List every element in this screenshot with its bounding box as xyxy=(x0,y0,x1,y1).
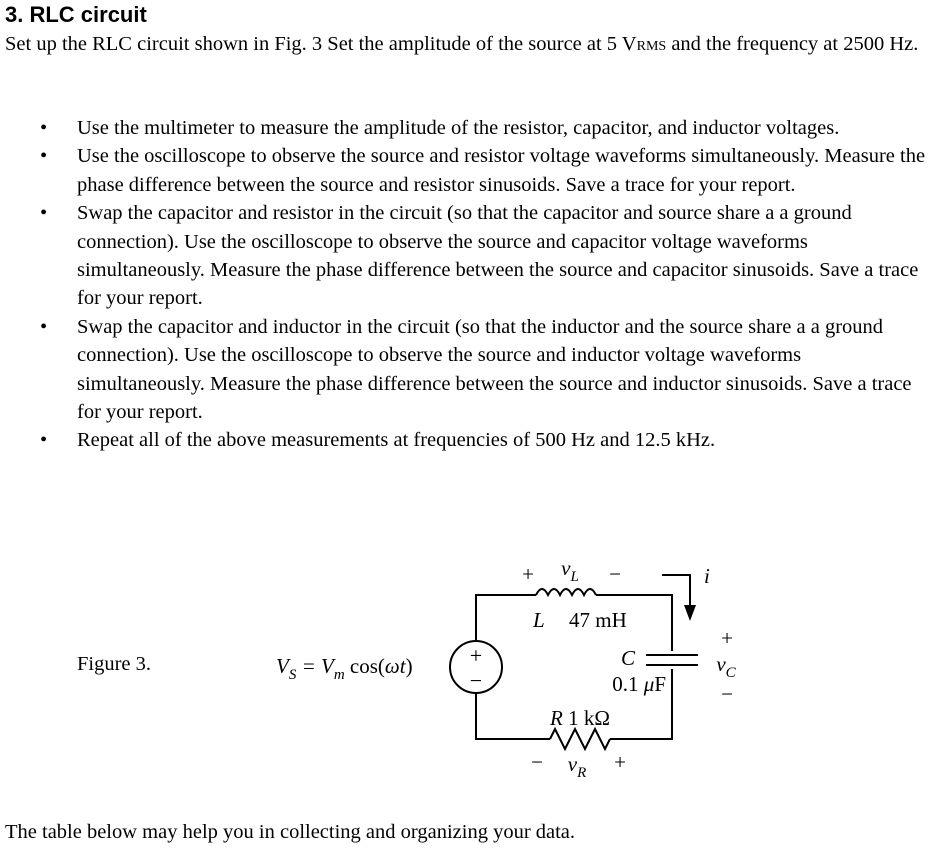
instruction-item-5 xyxy=(0,426,934,454)
resistor-name: R xyxy=(550,706,563,730)
source-minus-sign: − xyxy=(469,668,483,693)
inductor-voltage-minus: − xyxy=(609,562,621,586)
source-expr-v: V xyxy=(276,654,289,678)
instruction-item-1 xyxy=(0,114,934,142)
capacitor-voltage-label xyxy=(716,652,736,681)
figure-label: Figure 3. xyxy=(77,653,152,675)
intro-text-part2: and the frequency at 2500 Hz. xyxy=(666,33,919,55)
capacitor-value-mu: μ xyxy=(643,672,655,696)
resistor-zigzag xyxy=(550,729,610,749)
source-expr-cos: cos( xyxy=(344,654,385,678)
rlc-circuit-diagram xyxy=(260,545,760,795)
bullet-marker: • xyxy=(40,429,48,452)
current-arrow-head-icon xyxy=(684,605,696,621)
wire-left-top xyxy=(476,595,536,641)
current-label xyxy=(704,564,710,588)
inductor-value: 47 mH xyxy=(569,608,627,632)
resistor-voltage-minus: − xyxy=(531,750,543,774)
capacitor-value xyxy=(612,672,666,696)
instruction-text: Repeat all of the above measurements at frequencies of 500 Hz and 12.5 kHz. xyxy=(77,429,716,452)
footer-text: The table below may help you in collecting and organizing your data. xyxy=(5,821,576,843)
resistor-voltage-plus: + xyxy=(614,750,626,774)
instruction-text: Swap the capacitor and resistor in the circuit (so that the capacitor and source share a a ground connection). Use the oscilloscope to observe the source and capacitor voltage waveforms simultaneously. Measure the phase difference between the source and capacitor sinusoids. Save a trace for your report. xyxy=(77,202,919,310)
resistor-value: 1 kΩ xyxy=(562,706,610,730)
instruction-item-4 xyxy=(0,313,934,427)
inductor-voltage-label xyxy=(561,556,579,585)
capacitor-voltage-minus: − xyxy=(721,682,733,706)
source-expr-eq-vm: = V xyxy=(296,654,334,678)
bullet-marker: • xyxy=(40,315,48,338)
bullet-marker: • xyxy=(40,117,48,139)
source-expr-s-sub: S xyxy=(288,667,297,683)
capacitor-value-unit: F xyxy=(654,672,666,696)
capacitor-label xyxy=(621,646,636,670)
inductor-name: L xyxy=(533,608,545,632)
inductor-voltage-sub: L xyxy=(570,569,579,585)
resistor-voltage-label xyxy=(568,752,587,781)
source-expr-close: ) xyxy=(405,654,413,678)
instruction-text: Swap the capacitor and inductor in the circuit (so that the inductor and the source share a a ground connection). Use the oscilloscope to observe the source and inductor voltage waveforms simultaneously. Measure the phase difference between the source and inductor sinusoids. Save a trace for your report. xyxy=(77,315,912,424)
capacitor-value-number: 0.1 xyxy=(612,672,644,696)
intro-text-part1: Set up the RLC circuit shown in Fig. 3 Set the amplitude of the source at 5 V xyxy=(5,33,637,55)
current-arrow-line xyxy=(662,575,690,605)
bullet-marker: • xyxy=(40,202,48,225)
source-expression xyxy=(276,654,413,683)
instruction-text: Use the multimeter to measure the amplitude of the resistor, capacitor, and inductor voltages. xyxy=(77,117,840,139)
inductor-coil xyxy=(536,589,596,595)
bullet-marker: • xyxy=(40,145,48,168)
source-expr-t: t xyxy=(399,654,406,678)
inductor-voltage-var: v xyxy=(561,556,571,580)
section-heading: 3. RLC circuit xyxy=(5,2,147,27)
capacitor-voltage-sub: C xyxy=(725,665,736,681)
current-label-i: i xyxy=(704,564,710,588)
resistor-voltage-sub: R xyxy=(577,765,587,781)
wire-left-bottom xyxy=(476,693,550,739)
inductor-label xyxy=(532,608,545,632)
source-plus-sign: + xyxy=(469,643,483,668)
capacitor-name: C xyxy=(620,646,636,670)
inductor-voltage-plus: + xyxy=(522,562,534,586)
capacitor-voltage-var: v xyxy=(716,652,726,676)
resistor-voltage-var: v xyxy=(567,752,578,776)
intro-rms-subscript: RMS xyxy=(636,39,667,54)
instruction-text: Use the oscilloscope to observe the source and resistor voltage waveforms simultaneously. Measure the phase difference between the source and resistor sinusoids. Save a trace for your report. xyxy=(77,145,926,196)
instruction-item-2 xyxy=(0,142,934,199)
capacitor-voltage-plus: + xyxy=(721,626,733,650)
source-expr-m-sub: m xyxy=(333,667,345,683)
source-expr-omega: ω xyxy=(384,654,400,678)
instruction-item-3 xyxy=(0,199,934,313)
instruction-list xyxy=(0,114,934,455)
intro-paragraph xyxy=(5,30,920,62)
resistor-label xyxy=(549,706,610,730)
